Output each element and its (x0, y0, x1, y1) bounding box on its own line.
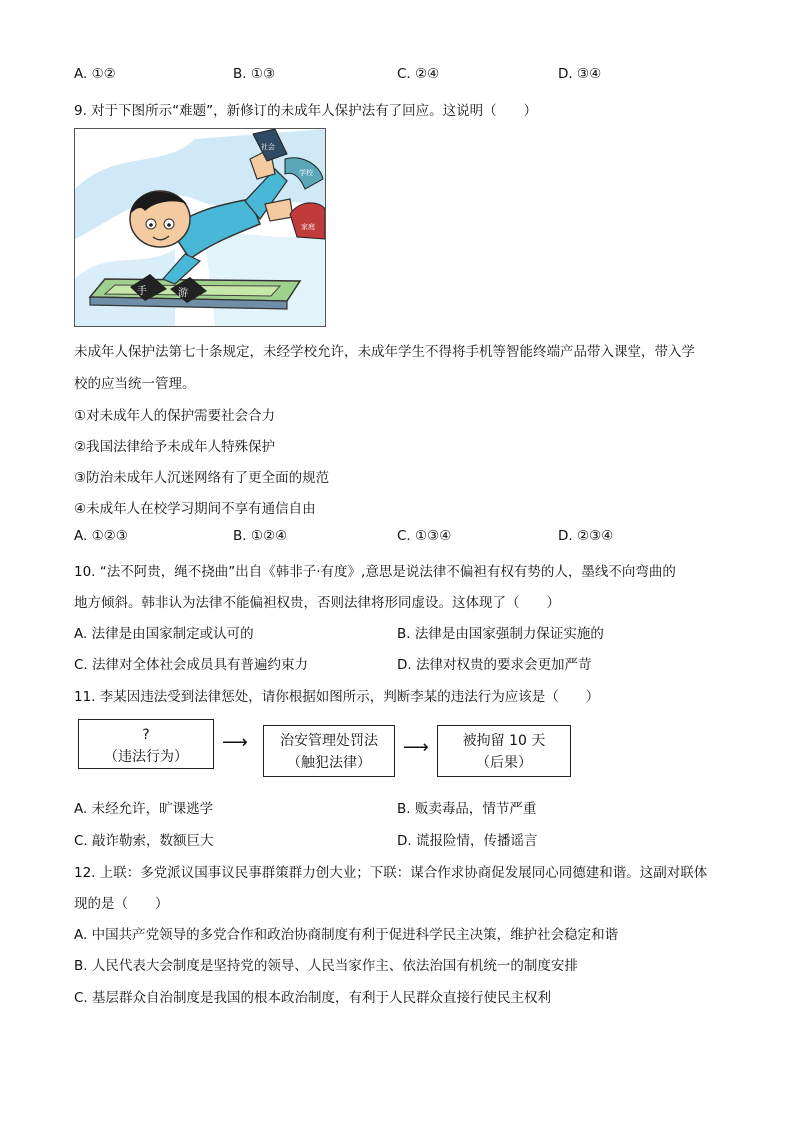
q10-option-c: C. 法律对全体社会成员具有普遍约束力 (74, 657, 309, 673)
flow-box-result-line-1: 被拘留 10 天 (462, 733, 546, 749)
q9-option-a: A. ①②③ (74, 528, 128, 544)
q10-stem-line-1: 10. “法不阿贵，绳不挠曲”出自《韩非子·有度》,意思是说法律不偏袒有权有势的人，墨线不向弯曲的 (74, 564, 676, 580)
q9-stem: 9. 对于下图所示“难题”，新修订的未成年人保护法有了回应。这说明（ ） (74, 103, 538, 119)
q9-material-line-1: 未成年人保护法第七十条规定，未经学校允许，未成年学生不得将手机等智能终端产品带入课堂，带入学 (74, 344, 695, 360)
q11-stem: 11. 李某因违法受到法律惩处，请你根据如图所示，判断李某的违法行为应该是（ ） (74, 689, 600, 705)
q12-option-b: B. 人民代表大会制度是坚持党的领导、人民当家作主、依法治国有机统一的制度安排 (74, 958, 578, 974)
q10-option-b: B. 法律是由国家强制力保证实施的 (397, 626, 604, 642)
flow-box-violation-line-1: ? (142, 727, 150, 743)
flow-arrow-2-icon: ⟶ (403, 737, 429, 758)
flow-box-result-line-2: （后果） (476, 755, 532, 771)
phone-label-2: 游 (178, 288, 188, 299)
q9-option-d: D. ②③④ (558, 528, 614, 544)
q9-item-3: ③防治未成年人沉迷网络有了更全面的规范 (74, 470, 330, 486)
q11-option-a: A. 未经允许，旷课逃学 (74, 801, 214, 817)
cartoon-sign-family: 家庭 (301, 223, 315, 231)
q11-option-d: D. 谎报险情，传播谣言 (397, 833, 538, 849)
q9-item-4: ④未成年人在校学习期间不享有通信自由 (74, 501, 316, 517)
q11-option-b: B. 贩卖毒品，情节严重 (397, 801, 537, 817)
flow-box-violation (78, 719, 214, 769)
q12-option-a: A. 中国共产党领导的多党合作和政治协商制度有利于促进科学民主决策，维护社会稳定和谐 (74, 927, 619, 943)
q11-option-c: C. 敲诈勒索，数额巨大 (74, 833, 214, 849)
cartoon-sign-school: 学校 (299, 169, 313, 177)
q9-cartoon (74, 128, 326, 327)
flow-box-law-line-2: （触犯法律） (287, 755, 371, 771)
q10-stem-line-2: 地方倾斜。韩非认为法律不能偏袒权贵，否则法律将形同虚设。这体现了（ ） (74, 595, 560, 611)
flow-box-result (437, 725, 571, 777)
flow-box-law-line-1: 治安管理处罚法 (280, 733, 378, 749)
q10-option-a: A. 法律是由国家制定或认可的 (74, 626, 254, 642)
q12-option-c: C. 基层群众自治制度是我国的根本政治制度，有利于人民群众直接行使民主权利 (74, 990, 552, 1006)
q10-option-d: D. 法律对权贵的要求会更加严苛 (397, 657, 592, 673)
flow-box-law (263, 725, 395, 777)
q12-stem-line-2: 现的是（ ） (74, 896, 169, 912)
q9-item-2: ②我国法律给予未成年人特殊保护 (74, 439, 276, 455)
q9-material-line-2: 校的应当统一管理。 (74, 376, 196, 392)
q12-stem-line-1: 12. 上联：多党派议国事议民事群策群力创大业；下联：谋合作求协商促发展同心同德建和谐。这副对联体 (74, 865, 708, 881)
q9-option-c: C. ①③④ (397, 528, 452, 544)
flow-box-violation-line-2: （违法行为） (104, 749, 188, 765)
cartoon-sign-society: 社会 (261, 143, 275, 151)
phone-label-1: 手 (137, 286, 147, 297)
q8-option-d: D. ③④ (558, 66, 602, 82)
q9-item-1: ①对未成年人的保护需要社会合力 (74, 408, 276, 424)
q8-option-b: B. ①③ (233, 66, 276, 82)
q8-option-c: C. ②④ (397, 66, 440, 82)
flow-arrow-1-icon: ⟶ (222, 732, 248, 753)
q9-option-b: B. ①②④ (233, 528, 288, 544)
q8-option-a: A. ①② (74, 66, 116, 82)
